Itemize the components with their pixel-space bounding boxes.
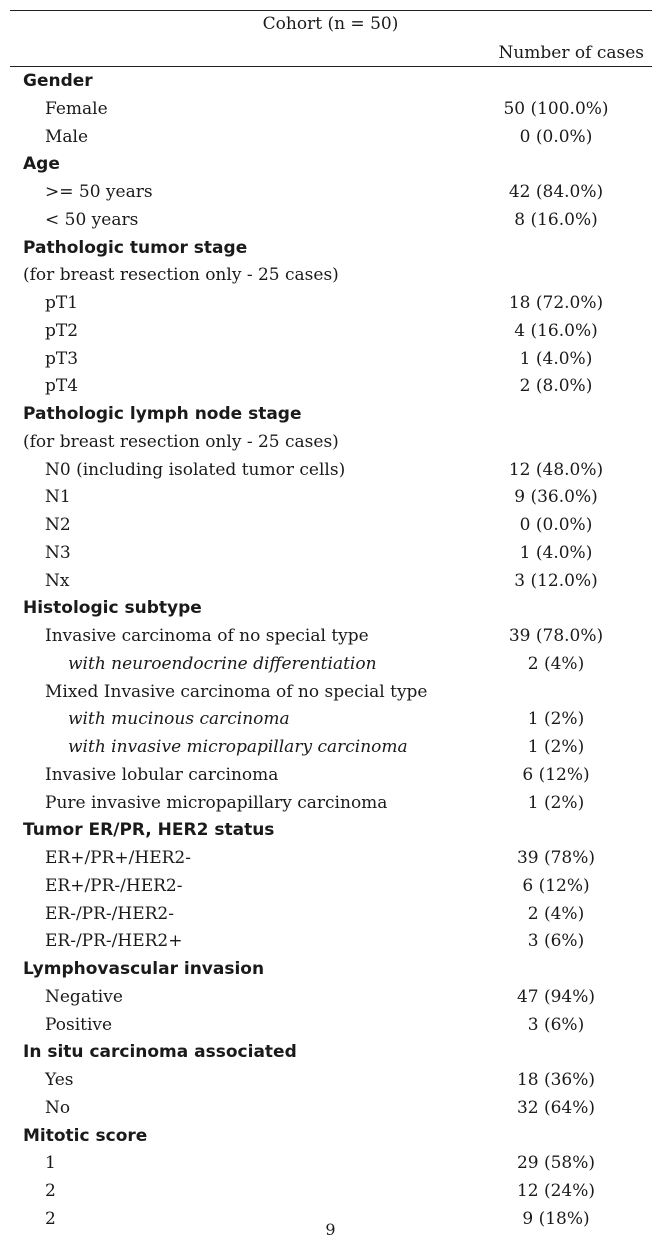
row-label: with mucinous carcinoma	[68, 709, 290, 730]
row-value: 1 (4.0%)	[519, 542, 593, 563]
table-row	[0, 705, 661, 733]
row-label: N3	[45, 542, 71, 563]
table-row	[0, 1066, 661, 1094]
table-row	[0, 844, 661, 872]
row-value: 6 (12%)	[522, 875, 590, 896]
row-label: pT2	[45, 320, 79, 341]
table-row	[0, 178, 661, 206]
row-label: 2	[45, 1181, 56, 1201]
cohort-header: Cohort (n = 50)	[262, 14, 399, 34]
row-value: 4 (16.0%)	[514, 320, 598, 341]
row-value: 47 (94%)	[516, 986, 596, 1007]
table-row	[0, 678, 661, 706]
row-label: No	[45, 1097, 71, 1118]
row-label: ER+/PR-/HER2-	[45, 875, 183, 896]
table-row	[0, 622, 661, 650]
row-label: N2	[45, 515, 71, 535]
row-label: Mixed Invasive carcinoma of no special type	[45, 681, 428, 702]
row-label: N0 (including isolated tumor cells)	[45, 459, 346, 480]
table-row	[0, 261, 661, 289]
row-label: Male	[45, 126, 89, 147]
table-row	[0, 1094, 661, 1122]
row-label: Yes	[45, 1070, 74, 1090]
row-value: 3 (12.0%)	[514, 570, 598, 591]
row-value: 12 (24%)	[516, 1181, 596, 1201]
row-value: 1 (2%)	[527, 792, 585, 813]
table-row	[0, 317, 661, 345]
table-row	[0, 289, 661, 317]
row-label: with invasive micropapillary carcinoma	[68, 737, 408, 757]
row-label: Nx	[45, 570, 70, 591]
row-value: 1 (2%)	[527, 709, 585, 730]
table-section-heading	[0, 1038, 661, 1066]
section-heading-label: Lymphovascular invasion	[23, 959, 265, 979]
page-number: 9	[325, 1220, 336, 1239]
section-heading-label: Pathologic tumor stage	[23, 237, 248, 258]
row-label: pT1	[45, 293, 79, 313]
row-label: Invasive carcinoma of no special type	[45, 626, 369, 646]
row-label: N1	[45, 487, 71, 508]
row-value: 42 (84.0%)	[508, 182, 604, 202]
row-label: ER+/PR+/HER2-	[45, 848, 191, 868]
table-row	[0, 1149, 661, 1177]
table-row	[0, 872, 661, 900]
row-value: 3 (6%)	[527, 931, 585, 952]
row-value: 1 (4.0%)	[519, 348, 593, 369]
section-heading-label: Age	[23, 154, 60, 175]
table-row	[0, 123, 661, 151]
table-row	[0, 789, 661, 817]
row-value: 2 (8.0%)	[519, 376, 593, 397]
row-value: 39 (78%)	[516, 848, 596, 868]
section-heading-label: Tumor ER/PR, HER2 status	[23, 820, 275, 841]
table-section-heading	[0, 400, 661, 428]
table-section-heading	[0, 67, 661, 95]
row-value: 39 (78.0%)	[508, 626, 604, 646]
table-row	[0, 539, 661, 567]
table-row	[0, 456, 661, 484]
section-heading-label: In situ carcinoma associated	[23, 1042, 297, 1063]
table-section-heading	[0, 234, 661, 262]
table-section-heading	[0, 816, 661, 844]
row-value: 0 (0.0%)	[519, 126, 593, 147]
table-section-heading	[0, 594, 661, 622]
row-label: with neuroendocrine differentiation	[68, 653, 377, 674]
table-row	[0, 733, 661, 761]
row-label: pT3	[45, 348, 79, 369]
row-value: 18 (36%)	[516, 1070, 596, 1090]
table-section-heading	[0, 150, 661, 178]
row-label: >= 50 years	[45, 182, 153, 202]
table-row	[0, 372, 661, 400]
row-label: Female	[45, 98, 108, 119]
row-value: 1 (2%)	[527, 737, 585, 757]
section-heading-label: Pathologic lymph node stage	[23, 404, 302, 424]
table-row	[0, 345, 661, 373]
number-of-cases-header: Number of cases	[498, 43, 644, 63]
table-row	[0, 428, 661, 456]
table-row	[0, 650, 661, 678]
table-row	[0, 761, 661, 789]
row-label: Invasive lobular carcinoma	[45, 764, 279, 785]
row-value: 32 (64%)	[516, 1097, 596, 1118]
table-row	[0, 1011, 661, 1039]
table-row	[0, 95, 661, 123]
row-value: 0 (0.0%)	[519, 515, 593, 535]
row-value: 18 (72.0%)	[508, 293, 604, 313]
table-row	[0, 206, 661, 234]
row-value: 9 (36.0%)	[514, 487, 598, 508]
table-section-heading	[0, 955, 661, 983]
row-label: (for breast resection only - 25 cases)	[23, 431, 339, 452]
row-value: 29 (58%)	[516, 1153, 596, 1174]
row-label: ER-/PR-/HER2+	[45, 931, 183, 952]
row-value: 9 (18%)	[522, 1208, 590, 1229]
table-section-heading	[0, 1122, 661, 1150]
row-value: 6 (12%)	[522, 764, 590, 785]
table-row	[0, 483, 661, 511]
row-value: 12 (48.0%)	[508, 459, 604, 480]
row-label: pT4	[45, 376, 79, 397]
row-label: Positive	[45, 1014, 113, 1035]
table-top-rule	[10, 10, 652, 11]
table-row	[0, 511, 661, 539]
row-label: ER-/PR-/HER2-	[45, 903, 174, 924]
row-label: 2	[45, 1208, 56, 1229]
row-value: 3 (6%)	[527, 1014, 585, 1035]
row-value: 50 (100.0%)	[503, 98, 609, 119]
row-value: 8 (16.0%)	[514, 209, 598, 230]
table-row	[0, 1177, 661, 1205]
row-label: Pure invasive micropapillary carcinoma	[45, 792, 388, 813]
table-row	[0, 567, 661, 595]
table-row	[0, 983, 661, 1011]
section-heading-label: Histologic subtype	[23, 598, 202, 619]
table-row	[0, 900, 661, 928]
row-label: (for breast resection only - 25 cases)	[23, 265, 339, 286]
row-label: Negative	[45, 986, 123, 1007]
row-label: < 50 years	[45, 209, 139, 230]
row-value: 2 (4%)	[527, 903, 585, 924]
row-label: 1	[45, 1153, 56, 1174]
table-row	[0, 927, 661, 955]
section-heading-label: Mitotic score	[23, 1125, 148, 1146]
section-heading-label: Gender	[23, 71, 93, 91]
row-value: 2 (4%)	[527, 653, 585, 674]
